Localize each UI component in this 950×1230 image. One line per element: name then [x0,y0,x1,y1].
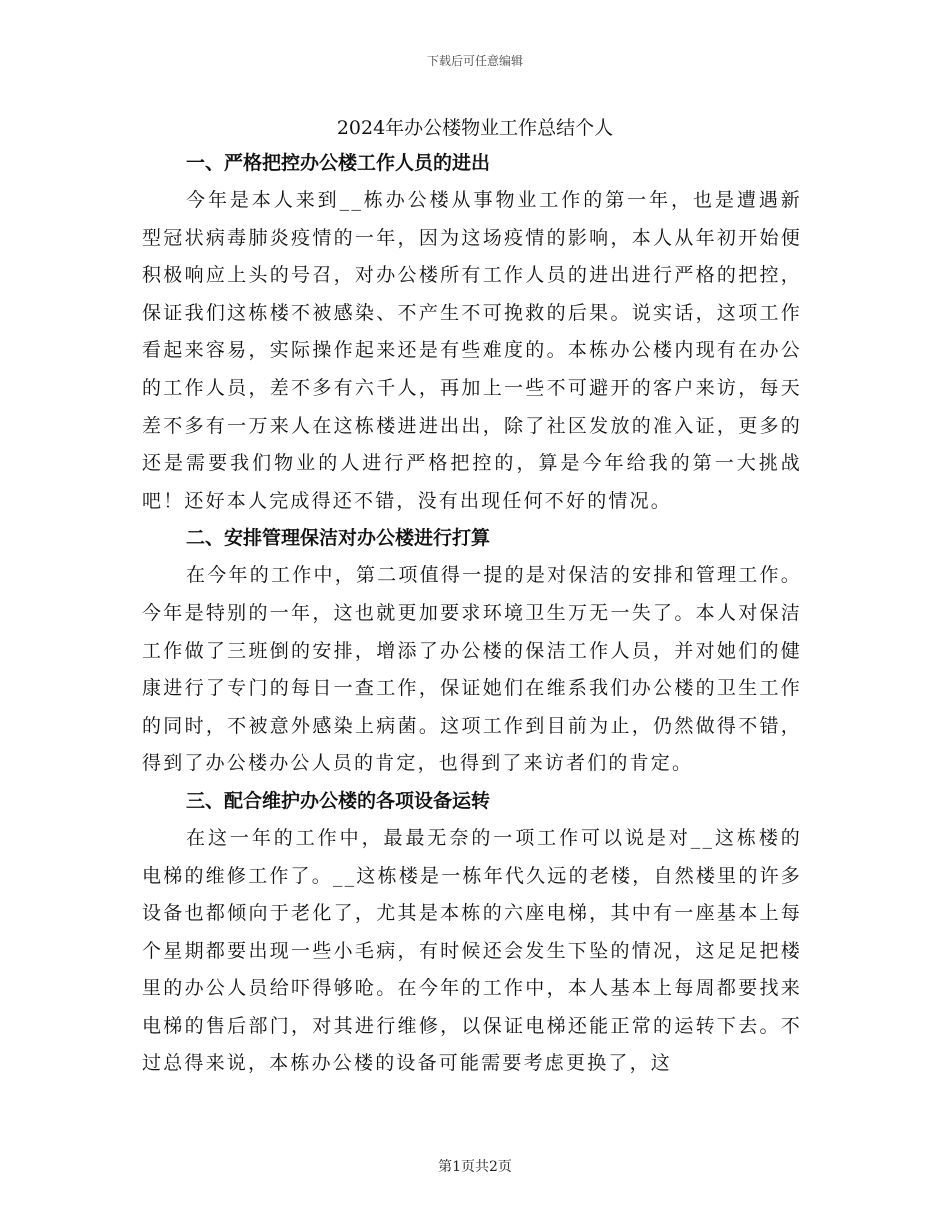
document-body [142,145,802,1083]
section-3 [142,783,802,1083]
section-paragraph: 今年是本人来到__栋办公楼从事物业工作的第一年，也是遭遇新型冠状病毒肺炎疫情的一年，因为这场疫情的影响，本人从年初开始便积极响应上头的号召，对办公楼所有工作人员的进出进行严格的把控，保证我们这栋楼不被感染、不产生不可挽救的后果。说实话，这项工作看起来容易，实际操作起来还是有些难度的。本栋办公楼内现有在办公的工作人员，差不多有六千人，再加上一些不可避开的客户来访，每天差不多有一万来人在这栋楼进进出出，除了社区发放的准入证，更多的还是需要我们物业的人进行严格把控的，算是今年给我的第一大挑战吧！还好本人完成得还不错，没有出现任何不好的情况。 [142,189,802,512]
section-1 [142,145,802,520]
section-paragraph: 在这一年的工作中，最最无奈的一项工作可以说是对__这栋楼的电梯的维修工作了。__这栋楼是一栋年代久远的老楼，自然楼里的许多设备也都倾向于老化了，尤其是本栋的六座电梯，其中有一座基本上每个星期都要出现一些小毛病，有时候还会发生下坠的情况，这足足把楼里的办公人员给吓得够呛。在今年的工作中，本人基本上每周都要找来电梯的售后部门，对其进行维修，以保证电梯还能正常的运转下去。不过总得来说，本栋办公楼的设备可能需要考虑更换了，这 [142,826,802,1075]
section-2 [142,520,802,783]
section-heading: 三、配合维护办公楼的各项设备运转 [186,789,491,812]
page-number: 第1页共2页 [438,1159,512,1175]
section-heading: 二、安排管理保洁对办公楼进行打算 [186,527,491,550]
section-paragraph: 在今年的工作中，第二项值得一提的是对保洁的安排和管理工作。今年是特别的一年，这也就更加要求环境卫生万无一失了。本人对保洁工作做了三班倒的安排，增添了办公楼的保洁工作人员，并对她们的健康进行了专门的每日一查工作，保证她们在维系我们办公楼的卫生工作的同时，不被意外感染上病菌。这项工作到目前为止，仍然做得不错，得到了办公楼办公人员的肯定，也得到了来访者们的肯定。 [142,564,802,775]
section-heading: 一、严格把控办公楼工作人员的进出 [186,152,491,174]
document-title: 2024年办公楼物业工作总结个人 [336,117,614,139]
header-note: 下载后可任意编辑 [426,54,523,68]
